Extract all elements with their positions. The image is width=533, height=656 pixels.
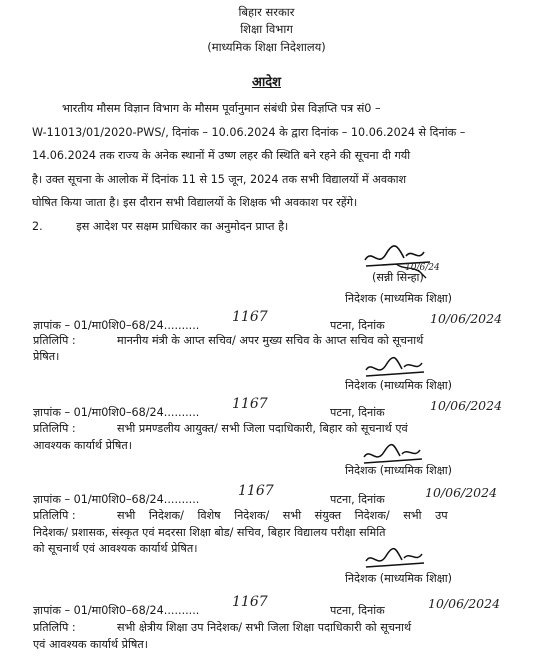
signatory-name: (सन्नी सिन्हा) xyxy=(372,271,424,284)
signatory-designation: निदेशक (माध्यमिक शिक्षा) xyxy=(345,292,452,305)
memo-2-ref-no: 1167 xyxy=(232,396,268,412)
signature-date: 10/6/24 xyxy=(405,263,440,273)
memo-2-copy-label: प्रतिलिपि : xyxy=(33,422,76,435)
memo-2-designation: निदेशक (माध्यमिक शिक्षा) xyxy=(345,464,452,477)
memo-4-ref: ज्ञापांक – 01/मा0शि0–68/24.......... xyxy=(33,604,200,617)
memo-1-designation: निदेशक (माध्यमिक शिक्षा) xyxy=(345,379,452,392)
memo-4-place-date: पटना, दिनांक xyxy=(330,604,385,617)
memo-1-ref-no: 1167 xyxy=(232,309,268,325)
memo-3-ref-no: 1167 xyxy=(238,483,274,499)
memo-3-copy-line-2: निदेशक/ प्रशासक, संस्कृत एवं मदरसा शिक्षा बोड/ सचिव, बिहार विद्यालय परीक्षा समिति xyxy=(33,526,386,539)
memo-3-copy-label: प्रतिलिपि : xyxy=(33,509,76,522)
memo-1-copy-line-1: माननीय मंत्री के आप्त सचिव/ अपर मुख्य सचिव के आप्त सचिव को सूचनार्थ xyxy=(117,334,424,347)
memo-2-copy-line-2: आवश्यक कार्यार्थ प्रेषित। xyxy=(33,439,132,452)
body-line-3: 14.06.2024 तक राज्य के अनेक स्थानों में उष्ण लहर की स्थिति बने रहने की सूचना दी गयी xyxy=(32,149,411,162)
memo-2-ref: ज्ञापांक – 01/मा0शि0–68/24.......... xyxy=(33,406,200,419)
memo-3-place-date: पटना, दिनांक xyxy=(330,493,385,506)
memo-4-date: 10/06/2024 xyxy=(428,596,501,611)
department-name: शिक्षा विभाग xyxy=(240,22,293,36)
order-body xyxy=(32,97,502,238)
directorate-name: (माध्यमिक शिक्षा निदेशालय) xyxy=(207,40,326,54)
memo-4-copy-line-1: सभी क्षेत्रीय शिक्षा उप निदेशक/ सभी जिला शिक्षा पदाधिकारी को सूचनार्थ xyxy=(117,621,412,634)
body-line-1: भारतीय मौसम विज्ञान विभाग के मौसम पूर्वानुमान संबंधी प्रेस विज्ञप्ति पत्र सं0 – xyxy=(62,102,381,115)
memo-4-ref-no: 1167 xyxy=(232,594,268,610)
order-title: आदेश xyxy=(251,75,282,90)
memo-2-place-date: पटना, दिनांक xyxy=(330,406,385,419)
memo-3-designation: निदेशक (माध्यमिक शिक्षा) xyxy=(345,572,452,585)
memo-3-date: 10/06/2024 xyxy=(425,485,498,500)
memo-3-copy-line-3: को सूचनार्थ एवं आवश्यक कार्यार्थ प्रेषित। xyxy=(33,542,198,555)
memo-1-place-date: पटना, दिनांक xyxy=(330,319,385,332)
memo-1-date: 10/06/2024 xyxy=(430,311,503,326)
para-2-text: इस आदेश पर सक्षम प्राधिकार का अनुमोदन प्राप्त है। xyxy=(76,219,289,233)
memo-1-copy-label: प्रतिलिपि : xyxy=(33,334,76,347)
memo-4-copy-line-2: एवं आवश्यक कार्यार्थ प्रेषित। xyxy=(33,638,148,651)
body-line-2: W-11013/01/2020-PWS/, दिनांक – 10.06.2024 के द्वारा दिनांक – 10.06.2024 से दिनांक – xyxy=(32,125,466,139)
memo-1-ref: ज्ञापांक – 01/मा0शि0–68/24.......... xyxy=(33,319,200,332)
memo-1-copy-line-2: प्रेषित। xyxy=(33,350,60,363)
memo-3-ref: ज्ञापांक – 01/मा0शि0–68/24.......... xyxy=(33,493,200,506)
body-line-5: घोषित किया जाता है। इस दौरान सभी विद्यालयों के शिक्षक भी अवकाश पर रहेंगे। xyxy=(32,196,358,209)
para-2-number: 2. xyxy=(32,219,43,233)
memo-2-copy-line-1: सभी प्रमण्डलीय आयुक्त/ सभी जिला पदाधिकारी, बिहार को सूचनार्थ एवं xyxy=(117,422,408,435)
memo-4-copy-label: प्रतिलिपि : xyxy=(33,621,76,634)
govt-name: बिहार सरकार xyxy=(238,5,295,19)
handwritten-signature xyxy=(362,545,432,573)
body-line-4: है। उक्त सूचना के आलोक में दिनांक 11 से 15 जून, 2024 तक सभी विद्यालयों में अवकाश xyxy=(32,172,407,186)
memo-3-copy-line-1: सभी निदेशक/ विशेष निदेशक/ सभी संयुक्त निदेशक/ सभी उप xyxy=(117,509,448,522)
memo-2-date: 10/06/2024 xyxy=(430,398,503,413)
body-para-2 xyxy=(32,215,502,239)
